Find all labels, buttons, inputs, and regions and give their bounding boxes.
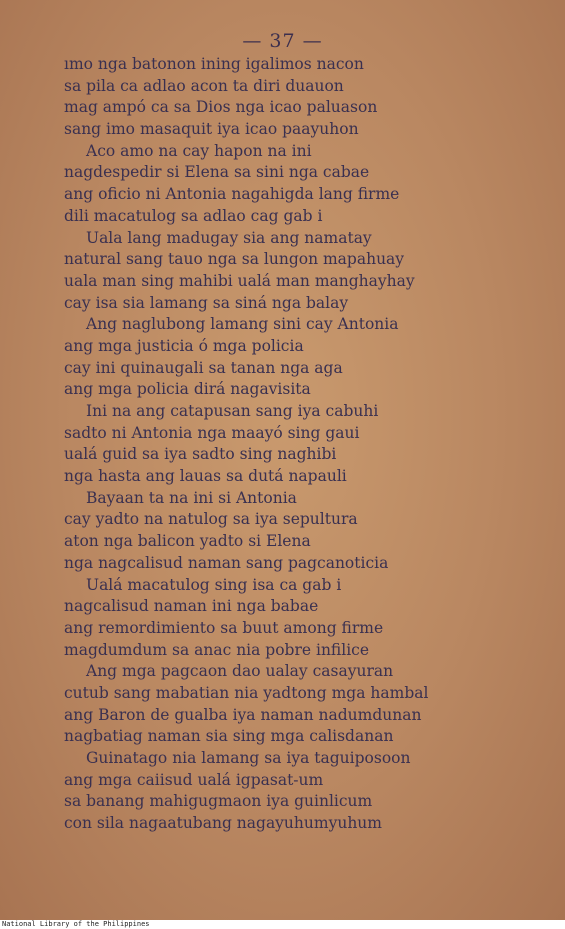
verse-line: ang mga policia dirá nagavisita bbox=[64, 380, 311, 399]
verse-line: nga nagcalisud naman sang pagcanoticia bbox=[64, 553, 389, 572]
verse-line: dili macatulog sa adlao cag gab i bbox=[64, 206, 323, 225]
verse-line: ang mga caiisud ualá igpasat-um bbox=[64, 770, 324, 789]
verse-line: cay isa sia lamang sa siná nga balay bbox=[64, 293, 349, 312]
verse-line: sadto ni Antonia nga maayó sing gaui bbox=[64, 423, 360, 442]
verse-line: aton nga balicon yadto si Elena bbox=[64, 532, 311, 551]
verse-line: ualá guid sa iya sadto sing naghibi bbox=[64, 445, 337, 464]
verse-text bbox=[64, 54, 534, 835]
verse-line: sa pila ca adlao acon ta diri duauon bbox=[64, 76, 344, 95]
verse-line: Ini na ang catapusan sang iya cabuhi bbox=[86, 402, 379, 420]
verse-line: nga hasta ang lauas sa dutá napauli bbox=[64, 467, 347, 486]
verse-line: nagdespedir si Elena sa sini nga cabae bbox=[64, 163, 370, 182]
verse-line: mag ampó ca sa Dios nga icao paluason bbox=[64, 98, 378, 117]
footer-credit: National Library of the Philippines bbox=[2, 920, 150, 928]
verse-line: nagbatiag naman sia sing mga calisdanan bbox=[64, 727, 394, 746]
verse-line: cay ini quinaugali sa tanan nga aga bbox=[64, 358, 343, 377]
verse-line: Ualá macatulog sing isa ca gab i bbox=[86, 575, 342, 594]
verse-line: Uala lang madugay sia ang namatay bbox=[86, 228, 372, 247]
verse-line: magdumdum sa anac nia pobre infilice bbox=[64, 640, 370, 659]
verse-line: ang oficio ni Antonia nagahigda lang firme bbox=[64, 185, 400, 204]
verse-line: ang remordimiento sa buut among firme bbox=[64, 618, 384, 637]
verse-line: ang Baron de gualba iya naman nadumdunan bbox=[64, 705, 422, 724]
verse-line: Bayaan ta na ini si Antonia bbox=[86, 488, 297, 507]
verse-line: Guinatago nia lamang sa iya taguiposoon bbox=[86, 749, 411, 767]
verse-line: Ang naglubong lamang sini cay Antonia bbox=[86, 315, 399, 334]
page-number: — 37 — bbox=[242, 30, 323, 52]
verse-line: ang mga justicia ó mga policia bbox=[64, 336, 304, 355]
verse-line: cay yadto na natulog sa iya sepultura bbox=[64, 510, 358, 529]
verse-line: natural sang tauo nga sa lungon mapahuay bbox=[64, 250, 405, 269]
verse-line: uala man sing mahibi ualá man manghayhay bbox=[64, 271, 415, 290]
verse-line: Ang mga pagcaon dao ualay casayuran bbox=[86, 662, 394, 681]
verse-line: sang imo masaquit iya icao paayuhon bbox=[64, 120, 359, 139]
verse-line: sa banang mahigugmaon iya guinlicum bbox=[64, 792, 373, 811]
verse-line: nagcalisud naman ini nga babae bbox=[64, 597, 319, 616]
verse-line: ımo nga batonon ining igalimos nacon bbox=[64, 55, 364, 73]
verse-line: cutub sang mabatian nia yadtong mga hambal bbox=[64, 683, 429, 702]
verse-line: Aco amo na cay hapon na ini bbox=[86, 141, 312, 160]
verse-line: con sila nagaatubang nagayuhumyuhum bbox=[64, 814, 382, 833]
